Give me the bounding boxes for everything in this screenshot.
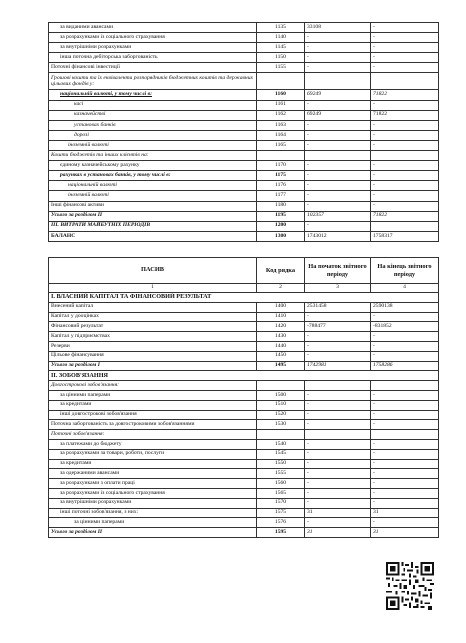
row-code: 1155 (257, 63, 305, 73)
value-period-start: 1743012 (305, 231, 371, 241)
value-period-end: 31 (371, 528, 439, 538)
row-label: касі (49, 100, 257, 110)
row-code: 1175 (257, 171, 305, 181)
value-period-start: - (305, 459, 371, 469)
row-label: єдиному казначейському рахунку (49, 161, 257, 171)
table-row (49, 498, 439, 508)
row-label: Фінансовий результат (49, 322, 257, 332)
value-period-end (371, 221, 439, 231)
row-code: 1550 (257, 459, 305, 469)
row-label: Капітал у підприємствах (49, 332, 257, 342)
value-period-start: 69249 (305, 110, 371, 120)
row-code: 1530 (257, 420, 305, 430)
value-period-start: - (305, 420, 371, 430)
row-code: 1176 (257, 181, 305, 191)
value-period-start (305, 73, 371, 90)
value-period-start: - (305, 33, 371, 43)
assets-table-continuation (48, 22, 439, 242)
header-line-code: Код рядка (257, 258, 305, 284)
row-label: рахунках в установах банків, у тому числі в: (49, 171, 257, 181)
table-row (49, 211, 439, 221)
table-row (49, 430, 439, 440)
value-period-start: - (305, 488, 371, 498)
value-period-start: - (305, 439, 371, 449)
row-code: 1430 (257, 332, 305, 342)
row-label: Поточна заборгованість за довгостроковими зобов'язаннями (49, 420, 257, 430)
table-row (49, 110, 439, 120)
row-label: за цінними паперами (49, 518, 257, 528)
value-period-start: - (305, 498, 371, 508)
row-label: іноземній валюті (49, 140, 257, 150)
row-code: 1177 (257, 191, 305, 201)
value-period-end: - (371, 488, 439, 498)
row-label: за розрахунками із соціального страхування (49, 33, 257, 43)
value-period-start: - (305, 43, 371, 53)
value-period-end: - (371, 100, 439, 110)
table-row (49, 130, 439, 140)
header-liabilities: ПАСИВ (49, 258, 257, 284)
row-label: за внутрішніми розрахунками (49, 43, 257, 53)
qr-code-icon (386, 562, 434, 610)
table-row (49, 528, 439, 538)
table-row (49, 508, 439, 518)
value-period-end: - (371, 130, 439, 140)
row-label: іноземній валюті (49, 191, 257, 201)
row-label: інші поточні зобов'язання, з них: (49, 508, 257, 518)
value-period-end: - (371, 140, 439, 150)
table-row (49, 459, 439, 469)
table-row (49, 312, 439, 322)
value-period-start: - (305, 400, 371, 410)
table-row (49, 191, 439, 201)
value-period-start: 1742981 (305, 361, 371, 371)
row-label: Кошти бюджетів та інших клієнтів на: (49, 151, 257, 161)
value-period-end: - (371, 449, 439, 459)
value-period-end (371, 430, 439, 440)
value-period-start: - (305, 518, 371, 528)
table-row (49, 181, 439, 191)
table-row (49, 449, 439, 459)
value-period-start: - (305, 341, 371, 351)
row-code: 1161 (257, 100, 305, 110)
row-label: за розрахунками з оплати праці (49, 479, 257, 489)
row-code: 1135 (257, 23, 305, 33)
row-label: інша поточна дебіторська заборгованість (49, 53, 257, 63)
value-period-start: - (305, 100, 371, 110)
value-period-end: -831852 (371, 322, 439, 332)
value-period-start: - (305, 63, 371, 73)
row-label: Грошові кошти та їх еквіваленти розпорядників бюджетних коштів та державних цільових фондів у: (49, 73, 257, 90)
value-period-start: - (305, 120, 371, 130)
table-row (49, 361, 439, 371)
value-period-start: - (305, 479, 371, 489)
value-period-end: - (371, 312, 439, 322)
row-code: 1440 (257, 341, 305, 351)
table-row (49, 161, 439, 171)
row-label: національній валюті, у тому числі в: (49, 90, 257, 100)
section-title: ІІ. ЗОБОВ'ЯЗАННЯ (49, 371, 439, 381)
value-period-end: - (371, 479, 439, 489)
value-period-end: - (371, 351, 439, 361)
table-row (49, 201, 439, 211)
table-row (49, 151, 439, 161)
row-code: 1160 (257, 90, 305, 100)
row-code: 1570 (257, 498, 305, 508)
row-label: Поточні зобов'язання: (49, 430, 257, 440)
row-label: за одержаними авансами (49, 469, 257, 479)
table-row (49, 171, 439, 181)
value-period-end: - (371, 410, 439, 420)
value-period-start (305, 430, 371, 440)
row-label: Резерви (49, 341, 257, 351)
value-period-end: - (371, 469, 439, 479)
row-label: казначействі (49, 110, 257, 120)
row-label: за цінними паперами (49, 390, 257, 400)
row-label: Усього за розділом ІІ (49, 528, 257, 538)
row-label: Цільове фінансування (49, 351, 257, 361)
value-period-start (305, 381, 371, 391)
table-row (49, 120, 439, 130)
value-period-start: - (305, 410, 371, 420)
table-row (49, 43, 439, 53)
value-period-start: 33108 (305, 23, 371, 33)
table-row (49, 53, 439, 63)
value-period-end: - (371, 43, 439, 53)
row-label: Усього за розділом І (49, 361, 257, 371)
row-code: 1200 (257, 221, 305, 231)
value-period-end: - (371, 420, 439, 430)
value-period-end: - (371, 459, 439, 469)
value-period-end: - (371, 171, 439, 181)
table-row (49, 469, 439, 479)
table-row (49, 73, 439, 90)
value-period-end: - (371, 341, 439, 351)
row-code: 1195 (257, 211, 305, 221)
row-code: 1565 (257, 488, 305, 498)
row-code: 1555 (257, 469, 305, 479)
value-period-end: 71822 (371, 110, 439, 120)
value-period-start: 2531458 (305, 302, 371, 312)
value-period-end: - (371, 23, 439, 33)
row-code: 1180 (257, 201, 305, 211)
section-heading-row (49, 293, 439, 303)
row-code (257, 381, 305, 391)
row-label: за виданими авансами (49, 23, 257, 33)
table-row (49, 390, 439, 400)
header-period-start: На початок звітного періоду (305, 258, 371, 284)
table-row (49, 381, 439, 391)
row-label: національній валюті (49, 181, 257, 191)
value-period-start: - (305, 191, 371, 201)
value-period-start: - (305, 390, 371, 400)
table-row (49, 63, 439, 73)
value-period-start: - (305, 312, 371, 322)
table-row (49, 33, 439, 43)
value-period-end: 2590138 (371, 302, 439, 312)
row-code (257, 73, 305, 90)
value-period-end: - (371, 181, 439, 191)
table-row (49, 410, 439, 420)
row-code: 1170 (257, 161, 305, 171)
value-period-end (371, 151, 439, 161)
value-period-end: 71822 (371, 90, 439, 100)
row-label: БАЛАНС (49, 231, 257, 241)
value-period-end: - (371, 63, 439, 73)
value-period-end: - (371, 518, 439, 528)
value-period-end: - (371, 120, 439, 130)
row-code: 1400 (257, 302, 305, 312)
value-period-start: - (305, 171, 371, 181)
value-period-end: - (371, 191, 439, 201)
value-period-start: - (305, 140, 371, 150)
row-code (257, 430, 305, 440)
value-period-start: - (305, 221, 371, 231)
row-code: 1500 (257, 390, 305, 400)
row-code: 1410 (257, 312, 305, 322)
row-label: ІІІ. ВИТРАТИ МАЙБУТНІХ ПЕРІОДІВ (49, 221, 257, 231)
row-code: 1576 (257, 518, 305, 528)
row-code: 1145 (257, 43, 305, 53)
value-period-start: - (305, 351, 371, 361)
value-period-end (371, 381, 439, 391)
row-code: 1165 (257, 140, 305, 150)
value-period-end: - (371, 400, 439, 410)
row-code: 1575 (257, 508, 305, 518)
row-label: установах банків (49, 120, 257, 130)
value-period-start: 31 (305, 508, 371, 518)
row-label: Довгострокові зобов'язання: (49, 381, 257, 391)
value-period-end: - (371, 33, 439, 43)
table-row (49, 23, 439, 33)
value-period-end: - (371, 439, 439, 449)
value-period-start: 102357 (305, 211, 371, 221)
column-number: 4 (371, 284, 439, 293)
row-label: за кредитами (49, 400, 257, 410)
row-code: 1150 (257, 53, 305, 63)
table-row (49, 231, 439, 241)
table-row (49, 351, 439, 361)
value-period-end: 1758286 (371, 361, 439, 371)
row-code: 1520 (257, 410, 305, 420)
value-period-end: - (371, 332, 439, 342)
row-code: 1300 (257, 231, 305, 241)
row-code: 1510 (257, 400, 305, 410)
value-period-end (371, 73, 439, 90)
value-period-start: - (305, 161, 371, 171)
row-code: 1595 (257, 528, 305, 538)
table-row (49, 140, 439, 150)
row-label: Інші фінансові активи (49, 201, 257, 211)
row-code: 1162 (257, 110, 305, 120)
row-label: за розрахунками із соціального страхування (49, 488, 257, 498)
value-period-end: - (371, 498, 439, 508)
value-period-start: - (305, 469, 371, 479)
value-period-end: 31 (371, 508, 439, 518)
table-row (49, 400, 439, 410)
value-period-start: 31 (305, 528, 371, 538)
row-label: Капітал у дооцінках (49, 312, 257, 322)
value-period-end: - (371, 390, 439, 400)
table-row (49, 341, 439, 351)
row-code: 1540 (257, 439, 305, 449)
row-code: 1545 (257, 449, 305, 459)
column-number: 2 (257, 284, 305, 293)
row-code: 1140 (257, 33, 305, 43)
row-code: 1560 (257, 479, 305, 489)
table-row (49, 221, 439, 231)
row-code: 1164 (257, 130, 305, 140)
value-period-start: - (305, 449, 371, 459)
table-row (49, 100, 439, 110)
value-period-start: - (305, 181, 371, 191)
row-label: інші довгострокові зобов'язання (49, 410, 257, 420)
value-period-start: 69249 (305, 90, 371, 100)
liabilities-table (48, 257, 439, 538)
value-period-end: 1758317 (371, 231, 439, 241)
value-period-start: - (305, 53, 371, 63)
table-row (49, 479, 439, 489)
row-label: за кредитами (49, 459, 257, 469)
value-period-end: 71822 (371, 211, 439, 221)
section-heading-row (49, 371, 439, 381)
table-row (49, 518, 439, 528)
value-period-start: - (305, 332, 371, 342)
value-period-start: - (305, 201, 371, 211)
value-period-start: - (305, 130, 371, 140)
value-period-start (305, 151, 371, 161)
column-number: 1 (49, 284, 257, 293)
row-code: 1163 (257, 120, 305, 130)
column-number: 3 (305, 284, 371, 293)
header-period-end: На кінець звітного періоду (371, 258, 439, 284)
row-label: за внутрішніми розрахунками (49, 498, 257, 508)
table-row (49, 302, 439, 312)
value-period-start: -788477 (305, 322, 371, 332)
row-code: 1420 (257, 322, 305, 332)
table-row (49, 420, 439, 430)
table-row (49, 332, 439, 342)
row-label: Внесений капітал (49, 302, 257, 312)
value-period-end: - (371, 53, 439, 63)
table-row (49, 90, 439, 100)
section-title: І. ВЛАСНИЙ КАПІТАЛ ТА ФІНАНСОВИЙ РЕЗУЛЬТАТ (49, 293, 439, 303)
table-row (49, 322, 439, 332)
row-code: 1450 (257, 351, 305, 361)
value-period-end: - (371, 201, 439, 211)
row-label: Поточні фінансові інвестиції (49, 63, 257, 73)
row-label: Усього за розділом ІІ (49, 211, 257, 221)
value-period-end: - (371, 161, 439, 171)
row-code (257, 151, 305, 161)
table-row (49, 488, 439, 498)
row-label: за розрахунками за товари, роботи, послуги (49, 449, 257, 459)
row-code: 1495 (257, 361, 305, 371)
row-label: дорозі (49, 130, 257, 140)
row-label: за платежами до бюджету (49, 439, 257, 449)
table-row (49, 439, 439, 449)
